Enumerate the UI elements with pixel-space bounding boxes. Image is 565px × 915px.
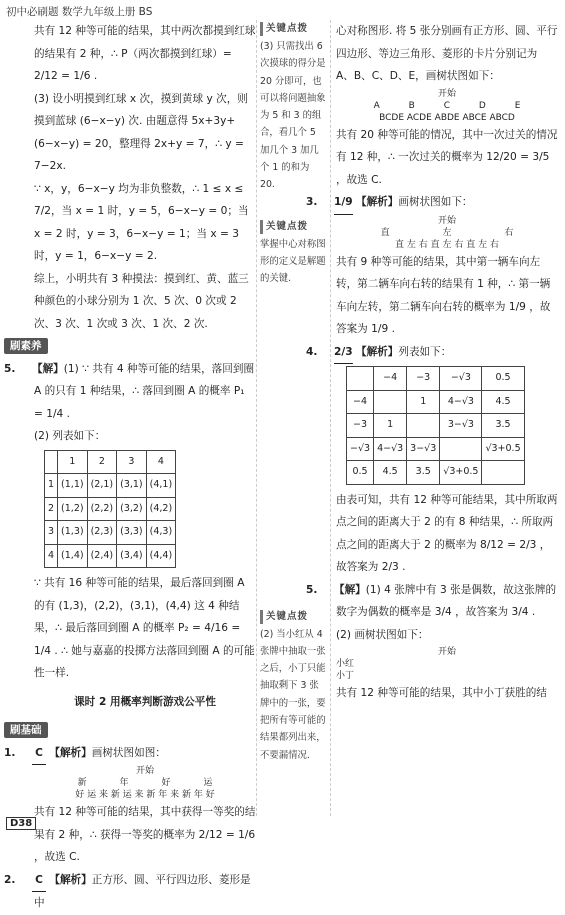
paragraph: 共有 12 种等可能的结果，其中获得一等奖的结果有 2 种，∴ 获得一等奖的概率为 2/12 = 1/6 ，故选 C. bbox=[34, 806, 256, 863]
answer-tag: 【解析】 bbox=[356, 345, 399, 358]
tree-diagram bbox=[336, 215, 558, 251]
table-row bbox=[45, 474, 176, 498]
tree-row-label: 小红 bbox=[336, 659, 355, 669]
paragraph: 共有 20 种等可能的情况，其中一次过关的情况有 12 种，∴ 一次过关的概率为 12/20 = 3/5 ，故选 C. bbox=[336, 128, 558, 186]
paragraph: 综上，小明共有 3 种摸法：摸到红、黄、蓝三种颜色的小球分别为 1 次、5 次、0 次或 2 次、3 次、1 次或 3 次、1 次、2 次. bbox=[34, 272, 249, 330]
table-header-cell: 3 bbox=[117, 450, 147, 474]
tree-node: 运 bbox=[203, 778, 213, 788]
lesson-title: 课时 2 用概率判断游戏公平性 bbox=[74, 695, 216, 708]
table-cell: √3+0.5 bbox=[440, 461, 482, 485]
table-cell: (4,3) bbox=[146, 521, 176, 545]
table-row bbox=[347, 390, 525, 414]
table-cell: (4,4) bbox=[146, 544, 176, 568]
question-number: 1. bbox=[4, 746, 16, 759]
table-row bbox=[347, 414, 525, 438]
table-header-cell: −4 bbox=[374, 367, 407, 391]
table-cell: (4,1) bbox=[146, 474, 176, 498]
question-number: 4. bbox=[306, 345, 318, 358]
table-header-cell: −√3 bbox=[440, 367, 482, 391]
tree-node: B bbox=[408, 100, 415, 111]
tree-diagram bbox=[336, 646, 558, 682]
tree-root: 开始 bbox=[437, 647, 456, 657]
table-cell: 3−√3 bbox=[407, 437, 440, 461]
table-header-cell: −3 bbox=[407, 367, 440, 391]
section-badge: 刷基础 bbox=[4, 722, 48, 738]
table-header-cell: 1 bbox=[58, 450, 88, 474]
table-header-cell bbox=[45, 450, 58, 474]
tree-root: 开始 bbox=[437, 88, 456, 99]
table-cell: 3 bbox=[45, 521, 58, 545]
table-header-cell: 0.5 bbox=[482, 367, 524, 391]
right-column bbox=[306, 20, 558, 705]
answer-tag: 【解析】 bbox=[356, 196, 399, 208]
table-cell: 3−√3 bbox=[440, 414, 482, 438]
answer-box: C bbox=[32, 869, 46, 893]
table-row bbox=[347, 461, 525, 485]
table-row bbox=[347, 437, 525, 461]
table-cell: 3.5 bbox=[482, 414, 524, 438]
table-cell: (1,2) bbox=[58, 497, 88, 521]
tree-node: 直 bbox=[380, 227, 390, 238]
table-cell: (4,2) bbox=[146, 497, 176, 521]
paragraph: ∵ 共有 16 种等可能的结果，最后落回到圈 A 的有 (1,3)，(2,2)，(3,1)，(4,4) 这 4 种结果，∴ 最后落回到圈 A 的概率 P₂ = 4/16 = 1/4 . ∴ 她与嘉嘉的投掷方法落回到圈 A 的可能性一样. bbox=[34, 577, 255, 679]
column-divider bbox=[330, 20, 331, 816]
tree-row-label: 小丁 bbox=[336, 671, 355, 681]
side-notes bbox=[260, 20, 326, 764]
tree-diagram bbox=[336, 88, 558, 124]
table-cell: √3+0.5 bbox=[482, 437, 524, 461]
note-tag: 关键点拨 bbox=[260, 220, 308, 234]
table-cell: (3,1) bbox=[117, 474, 147, 498]
table-cell: (1,4) bbox=[58, 544, 88, 568]
tree-node: 年 bbox=[119, 778, 129, 788]
tree-node: C bbox=[443, 100, 451, 111]
tree-node: A bbox=[373, 100, 380, 111]
table-row bbox=[45, 521, 176, 545]
tree-level bbox=[34, 777, 256, 789]
table-cell: −3 bbox=[347, 414, 374, 438]
table-cell: 3.5 bbox=[407, 461, 440, 485]
answer-box: 1/9 bbox=[334, 191, 353, 215]
note-tag: 关键点拨 bbox=[260, 610, 308, 624]
tree-level: 直 左 右 直 左 右 直 左 右 bbox=[395, 239, 499, 250]
answer-text: (1) 4 张牌中有 3 张是偶数，故这张牌的数字为偶数的概率是 3/4 ，故答案为 3/4 . bbox=[336, 583, 557, 618]
question-number: 5. bbox=[306, 583, 318, 596]
page-number: D38 bbox=[6, 817, 36, 830]
answer-text: 画树状图如图： bbox=[91, 746, 166, 759]
paragraph: 由表可知，共有 12 种等可能结果，其中所取两点之间的距离大于 2 的有 8 种结果，∴ 所取两点之间的距离大于 2 的概率为 8/12 = 2/3 ，故答案为 2/3 . bbox=[336, 493, 558, 573]
paragraph: 心对称图形. 将 5 张分别画有正方形、圆、平行四边形、等边三角形、菱形的卡片分别记为 A、B、C、D、E，画树状图如下： bbox=[336, 25, 558, 82]
tree-level: 好 运 来 新 运 来 新 年 来 新 年 好 bbox=[75, 790, 215, 800]
table-header-cell: 2 bbox=[87, 450, 117, 474]
column-divider bbox=[256, 20, 257, 816]
table-cell: 4−√3 bbox=[440, 390, 482, 414]
table-cell bbox=[482, 461, 524, 485]
answer-tag: 【解】 bbox=[32, 362, 64, 375]
table-cell: 1 bbox=[45, 474, 58, 498]
answer-text: 正方形、圆、平行四边形、菱形是中 bbox=[34, 873, 251, 909]
table-cell: (1,3) bbox=[58, 521, 88, 545]
tree-level bbox=[336, 100, 558, 112]
section-badge: 刷素养 bbox=[4, 338, 48, 354]
paragraph: (3) 设小明摸到红球 x 次，摸到黄球 y 次，则摸到蓝球 (6−x−y) 次. 由题意得 5x+3y+(6−x−y) = 20，整理得 2x+y = 7，∴ y = 7−2x. bbox=[34, 92, 248, 172]
page-header: 初中必刷题 数学九年级上册 BS bbox=[6, 6, 153, 18]
tree-root: 开始 bbox=[135, 766, 154, 776]
answer-text: 画树状图如下： bbox=[398, 196, 473, 208]
table-row bbox=[45, 497, 176, 521]
table-cell: 4−√3 bbox=[374, 437, 407, 461]
table-cell bbox=[407, 414, 440, 438]
note-tag: 关键点拨 bbox=[260, 22, 308, 36]
tree-node: 好 bbox=[161, 778, 171, 788]
answer-text: 列表如下： bbox=[398, 345, 452, 358]
table-cell: −4 bbox=[347, 390, 374, 414]
probability-table bbox=[44, 450, 176, 569]
tree-diagram bbox=[34, 765, 256, 801]
paragraph: 共有 12 种等可能的结果，其中两次都摸到红球的结果有 2 种，∴ P（两次都摸到红球）= 2/12 = 1/6 . bbox=[34, 25, 256, 82]
side-note: (2) 当小红从 4 张牌中抽取一张之后，小丁只能抽取剩下 3 张牌中的一张，要把所有等可能的结果都列出来，不要漏情况. bbox=[260, 628, 326, 761]
paragraph: 共有 12 种等可能的结果，其中小丁获胜的结 bbox=[336, 687, 547, 699]
answer-tag: 【解析】 bbox=[49, 746, 92, 759]
tree-node: 新 bbox=[77, 778, 87, 788]
question-number: 2. bbox=[4, 873, 16, 886]
paragraph: (2) 画树状图如下： bbox=[336, 628, 429, 641]
paragraph: (2) 列表如下： bbox=[34, 430, 106, 442]
answer-tag: 【解】 bbox=[334, 583, 366, 596]
table-cell: 1 bbox=[374, 414, 407, 438]
tree-root: 开始 bbox=[437, 215, 456, 226]
table-cell: 1 bbox=[407, 390, 440, 414]
table-cell: 4 bbox=[45, 544, 58, 568]
tree-level: BCDE ACDE ABDE ABCE ABCD bbox=[379, 112, 515, 123]
table-cell: (3,3) bbox=[117, 521, 147, 545]
paragraph: ∵ x，y，6−x−y 均为非负整数，∴ 1 ≤ x ≤ 7/2，当 x = 1 时，y = 5，6−x−y = 0；当 x = 2 时，y = 3，6−x−y = 1；当 x = 3 时，y = 1，6−x−y = 2. bbox=[34, 182, 249, 262]
table-cell: 4.5 bbox=[482, 390, 524, 414]
answer-text: (1) ∵ 共有 4 种等可能的结果，落回到圈 A 的只有 1 种结果，∴ 落回到圈 A 的概率 P₁ = 1/4 . bbox=[34, 362, 255, 420]
tree-node: E bbox=[514, 100, 521, 111]
answer-box: C bbox=[32, 742, 46, 766]
table-header-cell: 4 bbox=[146, 450, 176, 474]
table-row bbox=[45, 544, 176, 568]
table-cell: (3,2) bbox=[117, 497, 147, 521]
table-cell: (2,2) bbox=[87, 497, 117, 521]
table-cell: (1,1) bbox=[58, 474, 88, 498]
answer-tag: 【解析】 bbox=[49, 873, 92, 886]
table-cell: (2,1) bbox=[87, 474, 117, 498]
question-number: 5. bbox=[4, 362, 16, 375]
table-cell bbox=[440, 437, 482, 461]
table-cell: 0.5 bbox=[347, 461, 374, 485]
table-header-cell bbox=[347, 367, 374, 391]
table-cell: 2 bbox=[45, 497, 58, 521]
table-cell: −√3 bbox=[347, 437, 374, 461]
side-note: 掌握中心对称图形的定义是解题的关键. bbox=[260, 238, 326, 285]
table-cell: (3,4) bbox=[117, 544, 147, 568]
table-cell: (2,3) bbox=[87, 521, 117, 545]
table-cell bbox=[374, 390, 407, 414]
tree-node: 右 bbox=[504, 227, 514, 238]
tree-node: D bbox=[478, 100, 486, 111]
table-cell: 4.5 bbox=[374, 461, 407, 485]
tree-node: 左 bbox=[442, 227, 452, 238]
question-number: 3. bbox=[306, 196, 318, 208]
answer-box: 2/3 bbox=[334, 341, 353, 365]
tree-level bbox=[336, 227, 558, 239]
table-cell: (2,4) bbox=[87, 544, 117, 568]
paragraph: 共有 9 种等可能的结果，其中第一辆车向左转，第二辆车向右转的结果有 1 种，∴ 第一辆车向左转，第二辆车向右转的概率为 1/9 ，故答案为 1/9 . bbox=[336, 255, 551, 335]
distance-table bbox=[346, 366, 525, 485]
side-note: (3) 只需找出 6 次摸球的得分是 20 分即可，也可以将问题抽象为 5 和 3 的组合，看几个 5 加几个 3 加几个 1 的和为 20. bbox=[260, 41, 326, 191]
